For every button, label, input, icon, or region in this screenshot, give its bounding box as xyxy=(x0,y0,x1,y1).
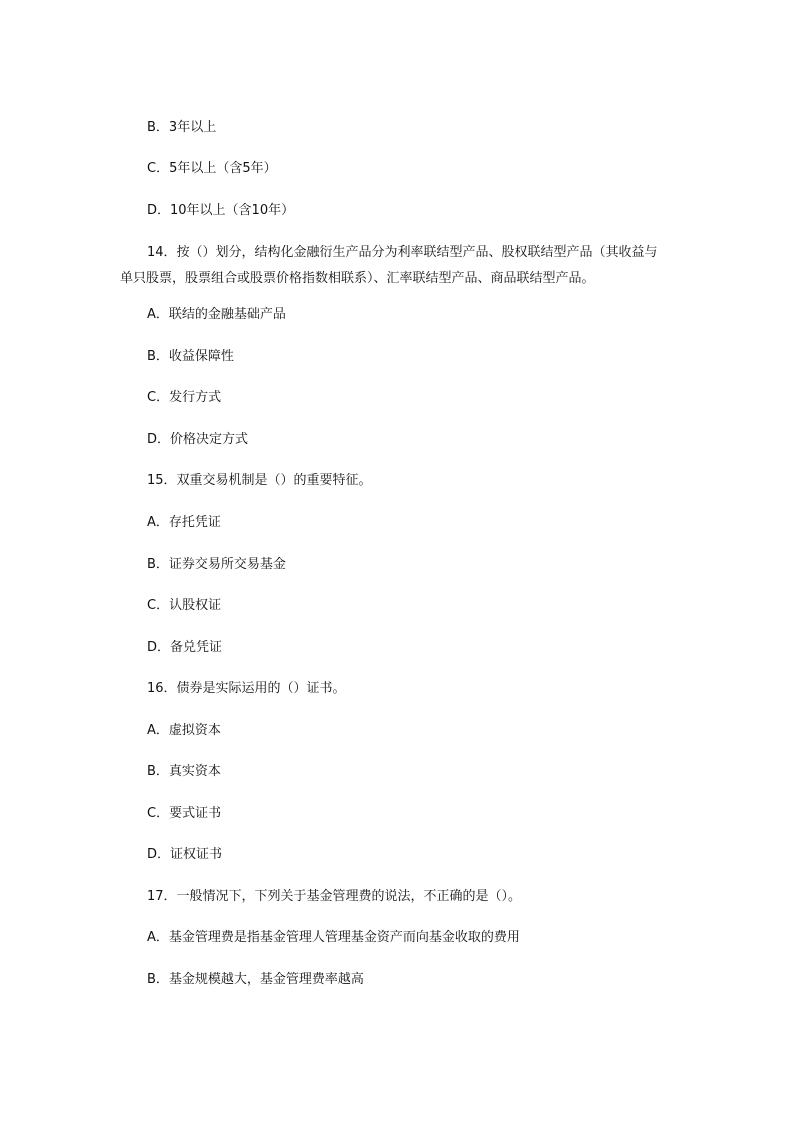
question-16: 16．债券是实际运用的（）证书。 xyxy=(147,681,346,696)
option-a-q16: A．虚拟资本 xyxy=(147,723,221,738)
option-b-q15: B．证券交易所交易基金 xyxy=(147,557,286,572)
option-b-q17: B．基金规模越大，基金管理费率越高 xyxy=(147,972,364,987)
option-d-q14: D．价格决定方式 xyxy=(147,432,249,447)
option-c-q14: C．发行方式 xyxy=(147,390,222,405)
option-d-q16: D．证权证书 xyxy=(147,847,223,862)
option-c-q15: C．认股权证 xyxy=(147,598,222,613)
question-17: 17．一般情况下，下列关于基金管理费的说法，不正确的是（）。 xyxy=(147,889,522,904)
option-a-q15: A．存托凭证 xyxy=(147,515,221,530)
option-a-q17: A．基金管理费是指基金管理人管理基金资产而向基金收取的费用 xyxy=(147,930,520,945)
option-d-q15: D．备兑凭证 xyxy=(147,640,223,655)
option-b-q14: B．收益保障性 xyxy=(147,349,234,364)
option-c-q16: C．要式证书 xyxy=(147,806,222,821)
option-a-q14: A．联结的金融基础产品 xyxy=(147,307,286,322)
question-14: 14．按（）划分，结构化金融衍生产品分为利率联结型产品、股权联结型产品（其收益与单只股票，股票组合或股票价格指数相联系）、汇率联结型产品、商品联结型产品。 xyxy=(120,245,658,286)
option-b-q13: B．3年以上 xyxy=(147,120,217,135)
option-b-q16: B．真实资本 xyxy=(147,764,221,779)
option-c-q13: C．5年以上（含5年） xyxy=(147,161,277,176)
question-15: 15．双重交易机制是（）的重要特征。 xyxy=(147,473,372,488)
option-d-q13: D．10年以上（含10年） xyxy=(147,203,295,218)
